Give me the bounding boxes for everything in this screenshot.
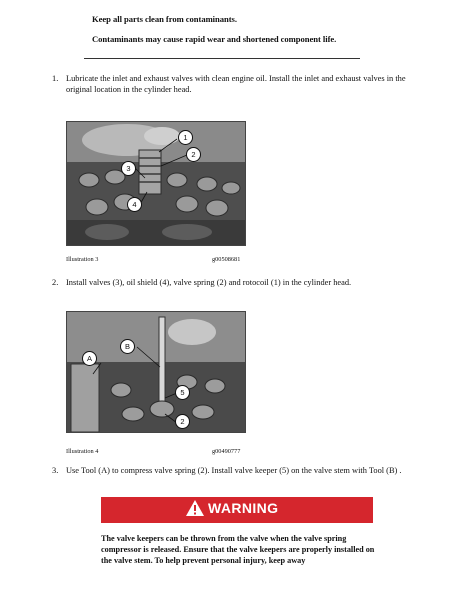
illustration-3-caption: Illustration 3 [66, 256, 99, 263]
warning-triangle-icon [185, 499, 205, 517]
warning-label: WARNING [208, 500, 279, 516]
callout-b: B [120, 339, 135, 354]
illustration-4-caption: Illustration 4 [66, 448, 99, 455]
callout-2: 2 [186, 147, 201, 162]
step-1-number: 1. [52, 74, 59, 83]
callout-2-b: 2 [175, 414, 190, 429]
step-3-number: 3. [52, 466, 59, 475]
illustration-3-photo [66, 121, 246, 246]
callout-3: 3 [121, 161, 136, 176]
notice-clean-parts: Keep all parts clean from contaminants. [92, 14, 237, 24]
callout-a: A [82, 351, 97, 366]
valve-install-photo [67, 122, 245, 245]
step-1-text: Lubricate the inlet and exhaust valves with clean engine oil. Install the inlet and exhaust valves in the original location in the cylinder head. [66, 74, 406, 94]
callout-5: 5 [175, 385, 190, 400]
warning-text: The valve keepers can be thrown from the valve when the valve spring compressor is released. Ensure that the valve keepers are properly installed on the valve stem. To help prevent personal injury, keep away [101, 534, 375, 566]
step-2-text: Install valves (3), oil shield (4), valve spring (2) and rotocoil (1) in the cylinder head. [66, 278, 352, 287]
illustration-4-code: g00490777 [212, 448, 241, 455]
divider [84, 58, 360, 59]
illustration-4-photo [66, 311, 246, 433]
step-3-text: Use Tool (A) to compress valve spring (2). Install valve keeper (5) on the valve stem with Tool (B) . [66, 466, 402, 475]
illustration-3-code: g00508681 [212, 256, 241, 263]
step-2-number: 2. [52, 278, 59, 287]
notice-contaminants: Contaminants may cause rapid wear and shortened component life. [92, 34, 337, 44]
callout-4: 4 [127, 197, 142, 212]
callout-1: 1 [178, 130, 193, 145]
keeper-install-photo [67, 312, 245, 432]
